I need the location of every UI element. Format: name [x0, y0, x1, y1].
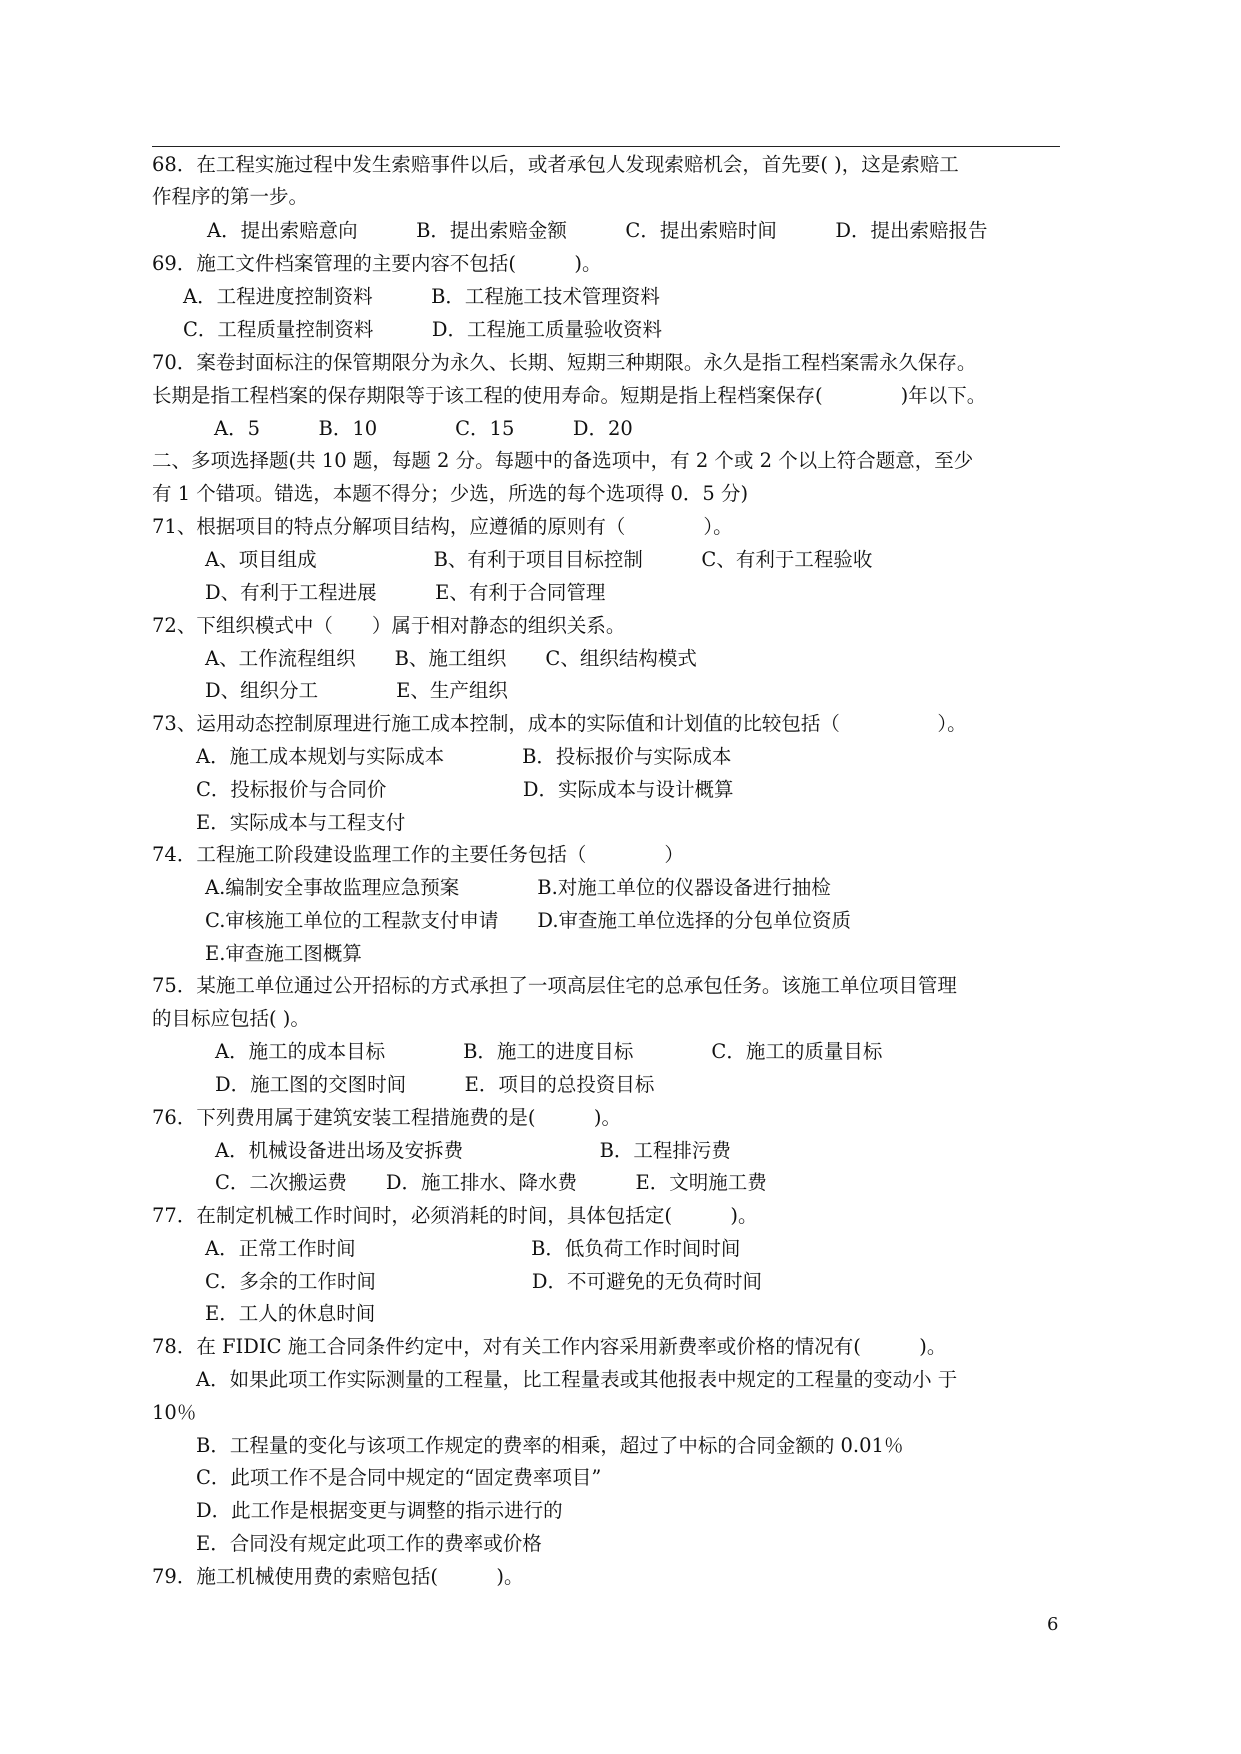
- text-line: 71、根据项目的特点分解项目结构，应遵循的原则有（ ）。: [152, 515, 733, 538]
- text-line: 77．在制定机械工作时间时，必须消耗的时间，具体包括定( )。: [152, 1204, 758, 1227]
- text-line: 75．某施工单位通过公开招标的方式承担了一项高层住宅的总承包任务。该施工单位项目管理: [152, 974, 957, 997]
- text-line: A．5 B．10 C．15 D．20: [214, 417, 633, 440]
- text-line: C.审核施工单位的工程款支付申请 D.审查施工单位选择的分包单位资质: [205, 909, 852, 932]
- text-line: A．提出索赔意向 B．提出索赔金额 C．提出索赔时间 D．提出索赔报告: [207, 219, 988, 242]
- text-line: A．正常工作时间 B．低负荷工作时间时间: [205, 1237, 741, 1260]
- page-number: 6: [1047, 1614, 1059, 1635]
- text-line: A、项目组成 B、有利于项目目标控制 C、有利于工程验收: [205, 548, 873, 571]
- text-line: 70．案卷封面标注的保管期限分为永久、长期、短期三种期限。永久是指工程档案需永久保存。: [152, 351, 977, 374]
- text-line: 有 1 个错项。错选，本题不得分；少选，所选的每个选项得 0．5 分): [152, 482, 749, 505]
- text-line: 二、多项选择题(共 10 题，每题 2 分。每题中的备选项中，有 2 个或 2 个以上符合题意，至少: [152, 449, 974, 472]
- text-line: E．合同没有规定此项工作的费率或价格: [196, 1532, 542, 1555]
- text-line: 76．下列费用属于建筑安装工程措施费的是( )。: [152, 1106, 622, 1129]
- text-line: E.审查施工图概算: [205, 942, 362, 965]
- text-line: 长期是指工程档案的保存期限等于该工程的使用寿命。短期是指上程档案保存( )年以下。: [152, 384, 987, 407]
- text-line: 作程序的第一步。: [152, 185, 309, 208]
- text-line: D、组织分工 E、生产组织: [205, 679, 508, 702]
- text-line: C．工程质量控制资料 D．工程施工质量验收资料: [183, 318, 663, 341]
- text-line: D．施工图的交图时间 E．项目的总投资目标: [215, 1073, 655, 1096]
- text-line: C．多余的工作时间 D．不可避免的无负荷时间: [205, 1270, 763, 1293]
- text-line: 74．工程施工阶段建设监理工作的主要任务包括（ ）: [152, 843, 684, 866]
- text-line: D．此工作是根据变更与调整的指示进行的: [196, 1499, 563, 1522]
- text-line: 68．在工程实施过程中发生索赔事件以后，或者承包人发现索赔机会，首先要( )，这是索赔工: [152, 153, 959, 176]
- text-line: C．二次搬运费 D．施工排水、降水费 E．文明施工费: [215, 1171, 767, 1194]
- text-line: A．工程进度控制资料 B．工程施工技术管理资料: [183, 285, 660, 308]
- text-line: A．如果此项工作实际测量的工程量，比工程量表或其他报表中规定的工程量的变动小 于: [196, 1368, 958, 1391]
- text-line: E．实际成本与工程支付: [196, 811, 406, 834]
- text-line: 的目标应包括( )。: [152, 1007, 310, 1030]
- text-line: 69．施工文件档案管理的主要内容不包括( )。: [152, 252, 602, 275]
- text-line: A．施工成本规划与实际成本 B．投标报价与实际成本: [196, 745, 732, 768]
- header-rule: [152, 146, 1060, 147]
- text-line: C．此项工作不是合同中规定的“固定费率项目”: [196, 1466, 602, 1489]
- text-line: A.编制安全事故监理应急预案 B.对施工单位的仪器设备进行抽检: [205, 876, 831, 899]
- text-line: 10％: [152, 1401, 197, 1424]
- text-line: B．工程量的变化与该项工作规定的费率的相乘，超过了中标的合同金额的 0.01％: [196, 1434, 904, 1457]
- text-line: 72、下组织模式中（ ）属于相对静态的组织关系。: [152, 614, 626, 637]
- text-line: 78．在 FIDIC 施工合同条件约定中，对有关工作内容采用新费率或价格的情况有( )。: [152, 1335, 947, 1358]
- text-line: E．工人的休息时间: [205, 1302, 376, 1325]
- text-line: A．施工的成本目标 B．施工的进度目标 C．施工的质量目标: [215, 1040, 883, 1063]
- text-line: A．机械设备进出场及安拆费 B．工程排污费: [215, 1139, 731, 1162]
- text-line: 73、运用动态控制原理进行施工成本控制，成本的实际值和计划值的比较包括（ ）。: [152, 712, 967, 735]
- text-line: 79．施工机械使用费的索赔包括( )。: [152, 1565, 524, 1588]
- text-line: D、有利于工程进展 E、有利于合同管理: [205, 581, 606, 604]
- text-line: C．投标报价与合同价 D．实际成本与设计概算: [196, 778, 734, 801]
- text-line: A、工作流程组织 B、施工组织 C、组织结构模式: [205, 647, 697, 670]
